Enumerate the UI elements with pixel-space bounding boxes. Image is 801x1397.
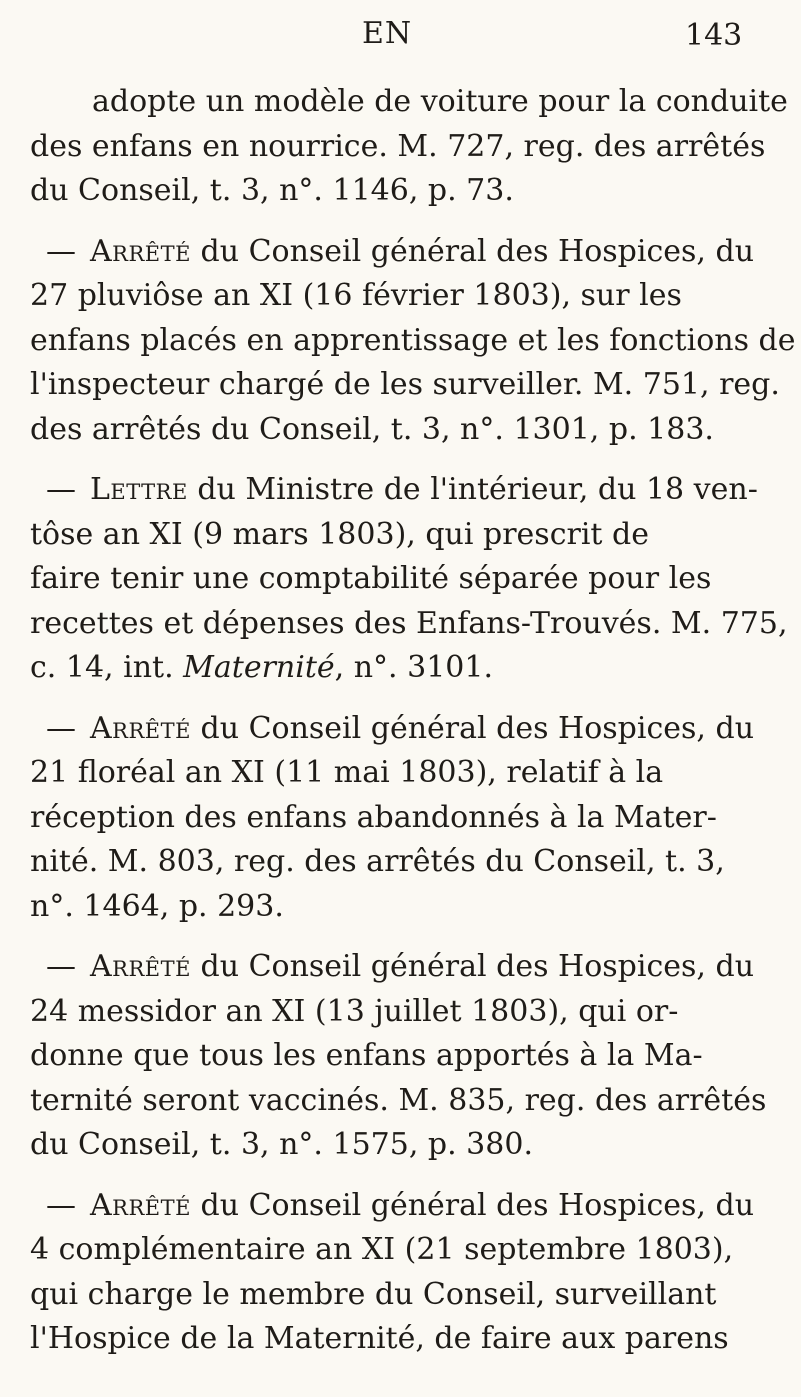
text-line: 21 floréal an XI (11 mai 1803), relatif à la <box>30 755 664 790</box>
entry-head: Arrêté <box>90 710 191 746</box>
entry-first-text: du Ministre de l'intérieur, du 18 ven- <box>187 472 758 507</box>
entry-first-line <box>30 1184 765 1229</box>
text-line: l'inspecteur chargé de les surveiller. M. 751, reg. <box>30 367 780 402</box>
text-line: 27 pluviôse an XI (16 février 1803), sur les <box>30 278 682 313</box>
entry-first-text: du Conseil général des Hospices, du <box>190 949 755 984</box>
text-line: tôse an XI (9 mars 1803), qui prescrit de <box>30 516 649 552</box>
entry-first-line <box>30 707 765 752</box>
entry-arrete-27-pluviose <box>30 230 796 453</box>
text-line: 24 messidor an XI (13 juillet 1803), qui or- <box>30 993 679 1029</box>
entry-dash: — <box>46 472 76 507</box>
page-body <box>30 80 796 1378</box>
entry-dash: — <box>46 710 76 746</box>
entry-head: Arrêté <box>90 1187 191 1223</box>
text-line: donne que tous les enfans apportés à la Ma- <box>30 1038 703 1073</box>
entry-first-text: du Conseil général des Hospices, du <box>190 233 755 269</box>
entry-first-line <box>30 230 765 275</box>
entry-lettre-18-ventose <box>30 468 788 691</box>
text-line: du Conseil, t. 3, n°. 1146, p. 73. <box>30 173 514 208</box>
running-head: EN <box>362 16 413 51</box>
text-line: faire tenir une comptabilité séparée pour les <box>30 561 712 596</box>
entry-continuation <box>30 80 788 214</box>
entry-first-line <box>30 945 765 990</box>
entry-first-line <box>30 468 765 513</box>
text-line: du Conseil, t. 3, n°. 1575, p. 380. <box>30 1127 533 1162</box>
entry-arrete-21-floreal <box>30 707 765 930</box>
last-line-italic: Maternité <box>183 650 335 685</box>
text-line: enfans placés en apprentissage et les fonctions de <box>30 322 796 358</box>
entry-arrete-24-messidor <box>30 945 765 1168</box>
text-line-last <box>30 646 765 691</box>
text-line: réception des enfans abandonnés à la Mater- <box>30 799 717 835</box>
entry-dash: — <box>46 233 76 269</box>
entry-head: Arrêté <box>90 949 191 984</box>
text-line: des arrêtés du Conseil, t. 3, n°. 1301, p. 183. <box>30 411 714 447</box>
text-line: des enfans en nourrice. M. 727, reg. des arrêtés <box>30 128 766 164</box>
text-line: nité. M. 803, reg. des arrêtés du Conseil, t. 3, <box>30 844 725 879</box>
text-line: adopte un modèle de voiture pour la conduite <box>92 84 788 119</box>
text-line: qui charge le membre du Conseil, surveillant <box>30 1276 717 1312</box>
entry-head: Arrêté <box>90 233 191 269</box>
page-header <box>0 6 801 56</box>
page-number: 143 <box>685 18 743 53</box>
text-line: ternité seront vaccinés. M. 835, reg. des arrêtés <box>30 1082 767 1118</box>
text-line: n°. 1464, p. 293. <box>30 888 284 924</box>
text-line: l'Hospice de la Maternité, de faire aux parens <box>30 1321 729 1356</box>
entry-first-text: du Conseil général des Hospices, du <box>190 1187 755 1223</box>
entry-dash: — <box>46 1187 76 1223</box>
entry-dash: — <box>46 949 76 984</box>
last-line-pre: c. 14, int. <box>30 650 184 685</box>
text-line: recettes et dépenses des Enfans-Trouvés. M. 775, <box>30 605 788 641</box>
entry-head: Lettre <box>90 472 188 507</box>
entry-first-text: du Conseil général des Hospices, du <box>190 710 755 746</box>
text-line: 4 complémentaire an XI (21 septembre 1803), <box>30 1232 734 1267</box>
last-line-post: , n°. 3101. <box>334 650 494 685</box>
entry-arrete-4-complementaire <box>30 1184 765 1362</box>
